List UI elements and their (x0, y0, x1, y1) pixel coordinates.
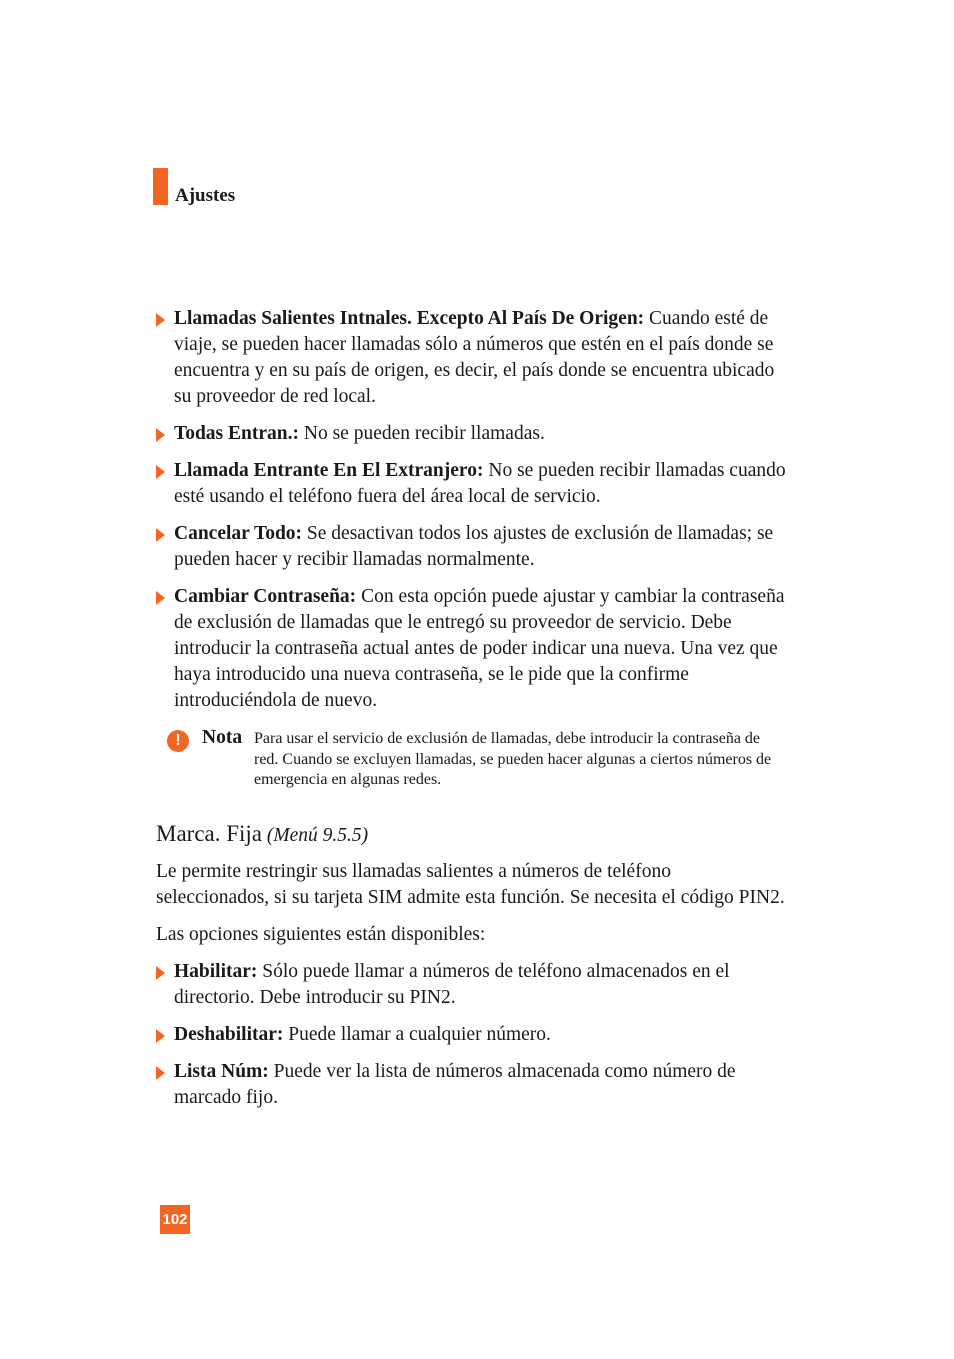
list-item-label: Cambiar Contraseña: (174, 586, 357, 607)
list-item-text: Puede ver la lista de números almacenada como número de marcado fijo. (174, 1060, 736, 1108)
page-content (156, 306, 788, 1122)
list-item (156, 458, 788, 510)
list-item (156, 306, 788, 410)
list-item-text: Puede llamar a cualquier número. (283, 1023, 551, 1045)
triangle-bullet-icon (156, 1066, 165, 1080)
list-item (156, 421, 788, 447)
section-marker (153, 168, 168, 205)
section-heading-title: Marca. Fija (156, 820, 263, 846)
options-intro: Las opciones siguientes están disponibles: (156, 923, 486, 945)
list-item-text: No se pueden recibir llamadas cuando esté usando el teléfono fuera del área local de servicio. (174, 460, 786, 507)
note-text: Para usar el servicio de exclusión de llamadas, debe introducir la contraseña de red. Cuando se excluyen llamadas, se pueden hacer algunas a ciertos números de emergencia en algunas redes. (254, 730, 772, 788)
list-item-label: Habilitar: (174, 960, 258, 982)
triangle-bullet-icon (156, 1029, 165, 1043)
list-item-label: Cancelar Todo: (174, 523, 303, 544)
section-heading-menu-ref: (Menú 9.5.5) (266, 824, 369, 846)
section-heading (156, 819, 788, 851)
triangle-bullet-icon (156, 428, 165, 442)
list-item (156, 521, 788, 573)
list-item-label: Todas Entran.: (174, 423, 299, 444)
list-item-text: Se desactivan todos los ajustes de exclusión de llamadas; se pueden hacer y recibir llamadas normalmente. (174, 523, 774, 570)
list-item-text: No se pueden recibir llamadas. (299, 423, 545, 444)
list-item-text: Sólo puede llamar a números de teléfono almacenados en el directorio. Debe introducir su PIN2. (174, 960, 730, 1008)
triangle-bullet-icon (156, 465, 165, 479)
triangle-bullet-icon (156, 966, 165, 980)
list-item-text: Cuando esté de viaje, se pueden hacer llamadas sólo a números que estén en el país donde se encuentra y en su país de origen, es decir, el país donde se encuentra ubicado su proveedor de red local. (174, 308, 775, 407)
note-label: Nota (202, 727, 243, 748)
triangle-bullet-icon (156, 313, 165, 327)
triangle-bullet-icon (156, 591, 165, 605)
list-item-label: Llamadas Salientes Intnales. Excepto Al País De Origen: (174, 308, 645, 329)
list-item (156, 959, 788, 1011)
triangle-bullet-icon (156, 528, 165, 542)
note-box (156, 726, 788, 791)
exclamation-icon: ! (167, 730, 189, 752)
list-item-label: Llamada Entrante En El Extranjero: (174, 460, 484, 481)
list-item-label: Lista Núm: (174, 1060, 269, 1082)
list-item-label: Deshabilitar: (174, 1023, 284, 1045)
page-number: 102 (160, 1205, 190, 1234)
section-title: Ajustes (175, 185, 236, 206)
list-item-text: Con esta opción puede ajustar y cambiar la contraseña de exclusión de llamadas que le entregó su proveedor de servicio. Debe introducir la contraseña actual antes de poder indicar una nueva. Una vez que haya introducido una nueva contraseña, se le pide que la confirme introduciéndola de nuevo. (174, 586, 785, 711)
list-item (156, 1022, 788, 1048)
list-item (156, 1059, 788, 1111)
list-item (156, 584, 788, 714)
section-intro: Le permite restringir sus llamadas salientes a números de teléfono seleccionados, si su tarjeta SIM admite esta función. Se necesita el código PIN2. (156, 860, 785, 908)
